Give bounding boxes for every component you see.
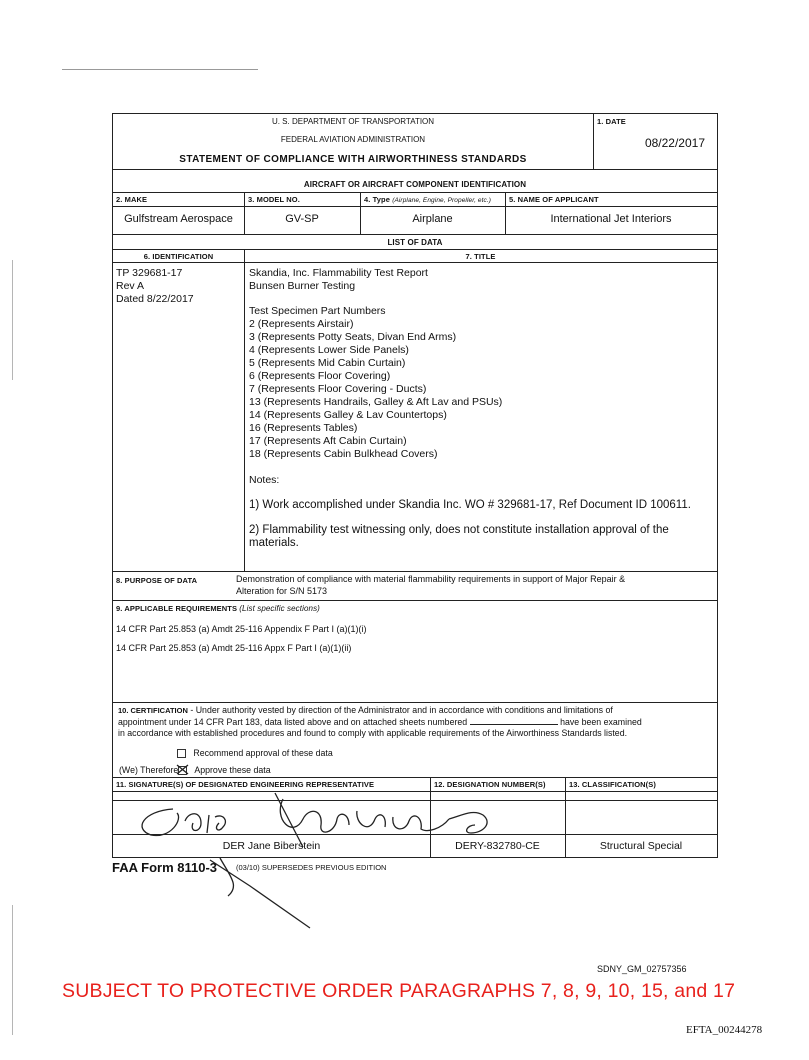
efta-number: EFTA_00244278: [686, 1024, 763, 1036]
faa-form: [112, 113, 718, 858]
part-item: 17 (Represents Aft Cabin Curtain): [249, 435, 407, 447]
dept-name: U. S. DEPARTMENT OF TRANSPORTATION: [271, 117, 435, 126]
requirement-item: 14 CFR Part 25.853 (a) Amdt 25-116 Appendix F Part I (a)(1)(i): [116, 624, 367, 634]
date-label: 1. DATE: [597, 117, 626, 126]
form-name: FAA Form 8110-3: [112, 860, 218, 875]
protective-order-notice: SUBJECT TO PROTECTIVE ORDER PARAGRAPHS 7, 8, 9, 10, 15, and 17: [62, 980, 736, 1002]
data-title: Skandia, Inc. Flammability Test Report Bunsen Burner Testing Test Specimen Part Numbers 2 (Represents Airstair) 3 (Represents Potty Seats, Divan End Arms) 4 (Represents Lower Side Panels) 5 (Represents Mid Cabin Curtain) 6 (Represents Floor Covering) 7 (Represents Floor Covering - Ducts) 13 (Represents Handrails, Galley & Aft Lav and PSUs) 14 (Represents Galley & Lav Countertops) 16 (Represents Tables) 17 (Represents Aft Cabin Curtain) 18 (Represents Cabin Bulkhead Covers) Notes: 1) Work accomplished under Skandia Inc. WO # 329681-17, Ref Document ID 100611. 2) Flammability test witnessing only, does not constitute installation approval of the materials.: [249, 267, 711, 550]
purpose-label: 8. PURPOSE OF DATA: [116, 576, 198, 585]
scan-margin-mark: [12, 905, 13, 1035]
scan-line: [62, 69, 258, 70]
type-label: 4. Type (Airplane, Engine, Propeller, etc.): [364, 195, 492, 204]
requirements-label: 9. APPLICABLE REQUIREMENTS (List specific sections): [116, 604, 320, 613]
note-2: 2) Flammability test witnessing only, does not constitute installation approval of the: [249, 524, 669, 536]
therefore-label: (We) Therefore: [119, 765, 179, 775]
classification-label: 13. CLASSIFICATION(S): [569, 780, 656, 789]
title-col-label: 7. TITLE: [465, 252, 496, 261]
form-edition: (03/10) SUPERSEDES PREVIOUS EDITION: [236, 863, 387, 872]
designation-number: DERY-832780-CE: [455, 840, 540, 852]
checkmark-x-icon: [176, 764, 190, 776]
requirements-list: [116, 620, 366, 658]
list-of-data-heading: LIST OF DATA: [387, 238, 443, 247]
approve-checkbox[interactable]: [178, 766, 187, 775]
recommend-option[interactable]: Recommend approval of these data: [177, 748, 333, 760]
parts-heading: Test Specimen Part Numbers: [249, 305, 386, 317]
approve-option[interactable]: Approve these data: [178, 765, 271, 777]
scan-margin-mark: [12, 260, 13, 380]
agency-name: FEDERAL AVIATION ADMINISTRATION: [280, 135, 426, 144]
applicant-label: 5. NAME OF APPLICANT: [509, 195, 599, 204]
signature-tail: [200, 856, 320, 936]
type-value: Airplane: [412, 213, 453, 225]
note-1: 1) Work accomplished under Skandia Inc. WO # 329681-17, Ref Document ID 100611.: [249, 499, 691, 511]
part-item: 16 (Represents Tables): [249, 422, 358, 434]
part-item: 5 (Represents Mid Cabin Curtain): [249, 357, 406, 369]
bates-number: SDNY_GM_02757356: [597, 964, 687, 974]
part-item: 2 (Represents Airstair): [249, 318, 354, 330]
certification-text: 10. CERTIFICATION - Under authority vested by direction of the Administrator and in accordance with conditions and limitations of appointment under 14 CFR Part 183, data listed above and on attached sheets numbered have been examined in accordance with established procedures and found to comply with applicable requirements of the Airworthiness Standards listed.: [118, 705, 642, 738]
make-value: Gulfstream Aerospace: [124, 213, 233, 225]
identification-col-label: 6. IDENTIFICATION: [143, 252, 214, 261]
part-item: 6 (Represents Floor Covering): [249, 370, 391, 382]
part-item: 3 (Represents Potty Seats, Divan End Arms): [249, 331, 457, 343]
date-value: 08/22/2017: [644, 136, 705, 150]
model-value: GV-SP: [285, 213, 319, 225]
identification-heading: AIRCRAFT OR AIRCRAFT COMPONENT IDENTIFICATION: [303, 180, 527, 189]
classification-value: Structural Special: [599, 840, 683, 852]
model-label: 3. MODEL NO.: [248, 195, 300, 204]
make-label: 2. MAKE: [116, 195, 148, 204]
signature-label: 11. SIGNATURE(S) OF DESIGNATED ENGINEERING REPRESENTATIVE: [116, 780, 375, 789]
applicant-value: International Jet Interiors: [550, 213, 672, 225]
form-heading: STATEMENT OF COMPLIANCE WITH AIRWORTHINESS STANDARDS: [179, 154, 527, 165]
notes-heading: Notes:: [249, 474, 280, 486]
part-item: 18 (Represents Cabin Bulkhead Covers): [249, 448, 438, 460]
designation-label: 12. DESIGNATION NUMBER(S): [434, 780, 546, 789]
recommend-checkbox[interactable]: [177, 749, 186, 758]
part-item: 13 (Represents Handrails, Galley & Aft Lav and PSUs): [249, 396, 503, 408]
part-item: 7 (Represents Floor Covering - Ducts): [249, 383, 427, 395]
part-item: 14 (Represents Galley & Lav Countertops): [249, 409, 447, 421]
data-identification: TP 329681-17 Rev A Dated 8/22/2017: [116, 267, 194, 305]
requirement-item: 14 CFR Part 25.853 (a) Amdt 25-116 Appx F Part I (a)(1)(ii): [116, 643, 352, 653]
part-item: 4 (Represents Lower Side Panels): [249, 344, 409, 356]
purpose-text: Demonstration of compliance with material flammability requirements in support of Major Repair & Alteration for S/N 5173: [236, 574, 626, 596]
signer-name: DER Jane Biberstein: [222, 840, 321, 852]
